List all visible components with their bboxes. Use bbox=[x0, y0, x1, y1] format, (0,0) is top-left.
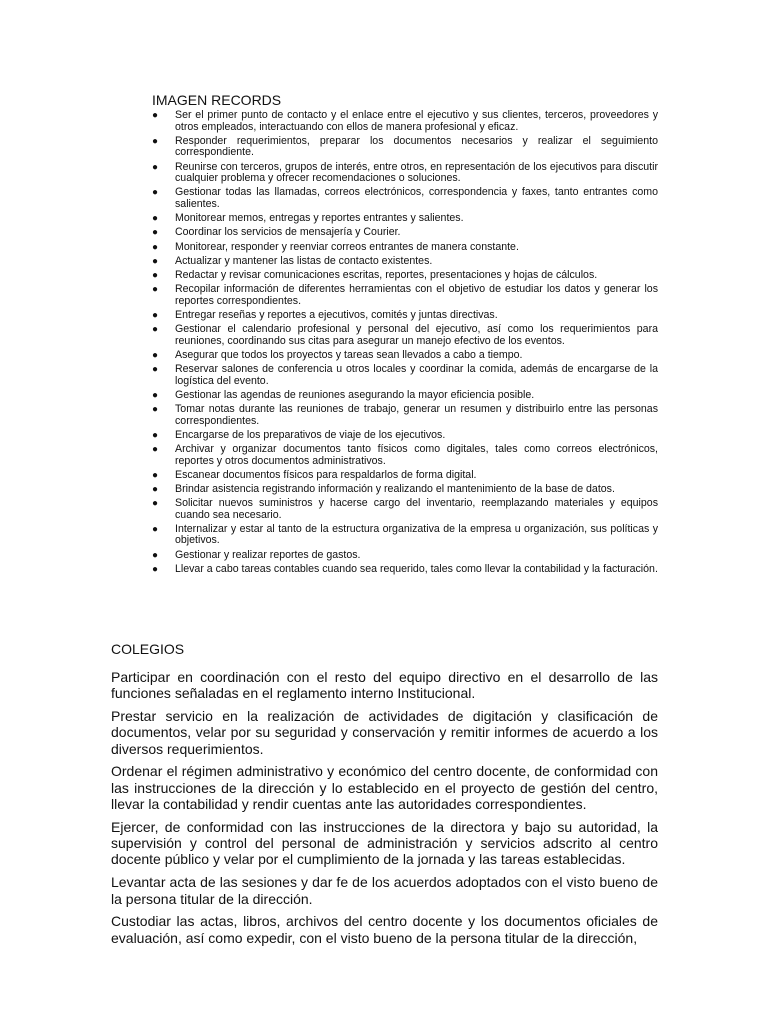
list-item-text: Responder requerimientos, preparar los documentos necesarios y realizar el seguimiento correspondiente. bbox=[175, 134, 658, 159]
list-item bbox=[152, 564, 658, 576]
list-item-text: Gestionar el calendario profesional y personal del ejecutivo, así como los requerimientos para reuniones, coordinando sus citas para asegurar un manejo efectivo de los eventos. bbox=[175, 323, 658, 347]
bullet-icon: ● bbox=[152, 284, 159, 296]
bullet-icon: ● bbox=[152, 309, 159, 321]
paragraph: Levantar acta de las sesiones y dar fe de los acuerdos adoptados con el visto bueno de la persona titular de la dirección. bbox=[111, 874, 658, 907]
list-item-text: Monitorear memos, entregas y reportes entrantes y salientes. bbox=[175, 212, 464, 225]
list-item bbox=[152, 310, 658, 322]
bullet-icon: ● bbox=[152, 135, 159, 147]
list-item bbox=[152, 550, 658, 562]
list-item bbox=[152, 484, 658, 496]
bullet-icon: ● bbox=[152, 364, 159, 375]
list-item bbox=[152, 227, 658, 239]
bullet-icon: ● bbox=[152, 483, 159, 495]
list-item bbox=[152, 430, 658, 442]
list-item bbox=[152, 350, 658, 362]
list-item-text: Reunirse con terceros, grupos de interés, entre otros, en representación de los ejecutivos para discutir cualquier problema y ofrecer recomendaciones o soluciones. bbox=[175, 160, 658, 185]
list-item bbox=[152, 390, 658, 402]
bullet-icon: ● bbox=[152, 403, 159, 415]
list-item-text: Tomar notas durante las reuniones de trabajo, generar un resumen y distribuirlo entre las personas correspondientes. bbox=[175, 402, 658, 427]
paragraph: Participar en coordinación con el resto del equipo directivo en el desarrollo de las funciones señaladas en el reglamento interno Institucional. bbox=[111, 669, 658, 702]
paragraph: Ordenar el régimen administrativo y económico del centro docente, de conformidad con las instrucciones de la dirección y lo establecido en el proyecto de gestión del centro, llevar la contabilidad y rendir cuentas ante las autoridades correspondientes. bbox=[111, 763, 658, 813]
bullet-icon: ● bbox=[152, 269, 159, 281]
bullet-icon: ● bbox=[152, 429, 159, 441]
list-item-text: Escanear documentos físicos para respaldarlos de forma digital. bbox=[175, 468, 477, 481]
list-item-text: Gestionar todas las llamadas, correos electrónicos, correspondencia y faxes, tanto entrantes como salientes. bbox=[175, 186, 658, 210]
list-item bbox=[152, 110, 658, 133]
bullet-icon: ● bbox=[152, 523, 159, 535]
bullet-icon: ● bbox=[152, 161, 159, 173]
imagen-records-section bbox=[152, 92, 658, 578]
bullet-icon: ● bbox=[152, 255, 159, 267]
list-item-text: Llevar a cabo tareas contables cuando sea requerido, tales como llevar la contabilidad y la facturación. bbox=[175, 562, 658, 575]
list-item-text: Internalizar y estar al tanto de la estructura organizativa de la empresa u organización, sus políticas y objetivos. bbox=[175, 522, 658, 547]
section-heading-imagen-records: IMAGEN RECORDS bbox=[152, 92, 282, 108]
list-item bbox=[152, 256, 658, 268]
list-item-text: Ser el primer punto de contacto y el enlace entre el ejecutivo y sus clientes, terceros, proveedores y otros empleados, interactuando con ellos de manera profesional y eficaz. bbox=[175, 109, 658, 133]
list-item bbox=[152, 213, 658, 225]
list-item bbox=[152, 524, 658, 547]
bullet-icon: ● bbox=[152, 213, 159, 225]
list-item bbox=[152, 324, 658, 347]
list-item bbox=[152, 162, 658, 185]
list-item bbox=[152, 136, 658, 159]
list-item-text: Gestionar las agendas de reuniones asegurando la mayor eficiencia posible. bbox=[175, 388, 535, 401]
bullet-icon: ● bbox=[152, 349, 159, 361]
section-heading-colegios: COLEGIOS bbox=[111, 641, 185, 657]
bullet-icon: ● bbox=[152, 443, 159, 455]
paragraph: Ejercer, de conformidad con las instrucciones de la directora y bajo su autoridad, la supervisión y control del personal de administración y servicios adscrito al centro docente público y velar por el cumplimiento de la jornada y las tareas establecidas. bbox=[111, 818, 658, 868]
list-item bbox=[152, 270, 658, 282]
list-item-text: Actualizar y mantener las listas de contacto existentes. bbox=[175, 254, 433, 267]
list-item-text: Archivar y organizar documentos tanto físicos como digitales, tales como correos electrónicos, reportes y otros documentos administrativos. bbox=[175, 442, 658, 467]
duties-bullet-list bbox=[152, 110, 658, 575]
bullet-icon: ● bbox=[152, 563, 159, 575]
list-item bbox=[152, 364, 658, 387]
list-item-text: Coordinar los servicios de mensajería y Courier. bbox=[175, 226, 401, 239]
list-item-text: Gestionar y realizar reportes de gastos. bbox=[175, 548, 361, 561]
list-item bbox=[152, 498, 658, 521]
list-item-text: Asegurar que todos los proyectos y tareas sean llevados a cabo a tiempo. bbox=[175, 348, 523, 361]
list-item bbox=[152, 187, 658, 210]
paragraph: Prestar servicio en la realización de actividades de digitación y clasificación de documentos, velar por su seguridad y conservación y remitir informes de acuerdo a los diversos requerimientos. bbox=[111, 708, 658, 757]
bullet-icon: ● bbox=[152, 324, 159, 336]
list-item bbox=[152, 444, 658, 467]
bullet-icon: ● bbox=[152, 498, 159, 510]
bullet-icon: ● bbox=[152, 469, 159, 481]
list-item bbox=[152, 404, 658, 427]
list-item-text: Redactar y revisar comunicaciones escritas, reportes, presentaciones y hojas de cálculos. bbox=[175, 268, 598, 281]
list-item-text: Solicitar nuevos suministros y hacerse cargo del inventario, reemplazando materiales y equipos cuando sea necesario. bbox=[175, 497, 658, 521]
list-item bbox=[152, 284, 658, 307]
bullet-icon: ● bbox=[152, 389, 159, 401]
list-item-text: Recopilar información de diferentes herramientas con el objetivo de estudiar los datos y generar los reportes correspondientes. bbox=[175, 283, 658, 307]
list-item-text: Encargarse de los preparativos de viaje de los ejecutivos. bbox=[175, 428, 446, 441]
bullet-icon: ● bbox=[152, 549, 159, 561]
colegios-section bbox=[111, 641, 658, 952]
list-item-text: Entregar reseñas y reportes a ejecutivos, comités y juntas directivas. bbox=[175, 308, 498, 321]
list-item bbox=[152, 470, 658, 482]
bullet-icon: ● bbox=[152, 110, 159, 121]
list-item-text: Reservar salones de conferencia u otros locales y coordinar la comida, además de encargarse de la logística del evento. bbox=[175, 363, 658, 387]
bullet-icon: ● bbox=[152, 187, 159, 199]
bullet-icon: ● bbox=[152, 227, 159, 239]
list-item-text: Brindar asistencia registrando información y realizando el mantenimiento de la base de datos. bbox=[175, 482, 615, 495]
list-item bbox=[152, 242, 658, 254]
bullet-icon: ● bbox=[152, 241, 159, 253]
paragraph: Custodiar las actas, libros, archivos del centro docente y los documentos oficiales de evaluación, así como expedir, con el visto bueno de la persona titular de la dirección, bbox=[111, 913, 658, 946]
list-item-text: Monitorear, responder y reenviar correos entrantes de manera constante. bbox=[175, 240, 519, 253]
